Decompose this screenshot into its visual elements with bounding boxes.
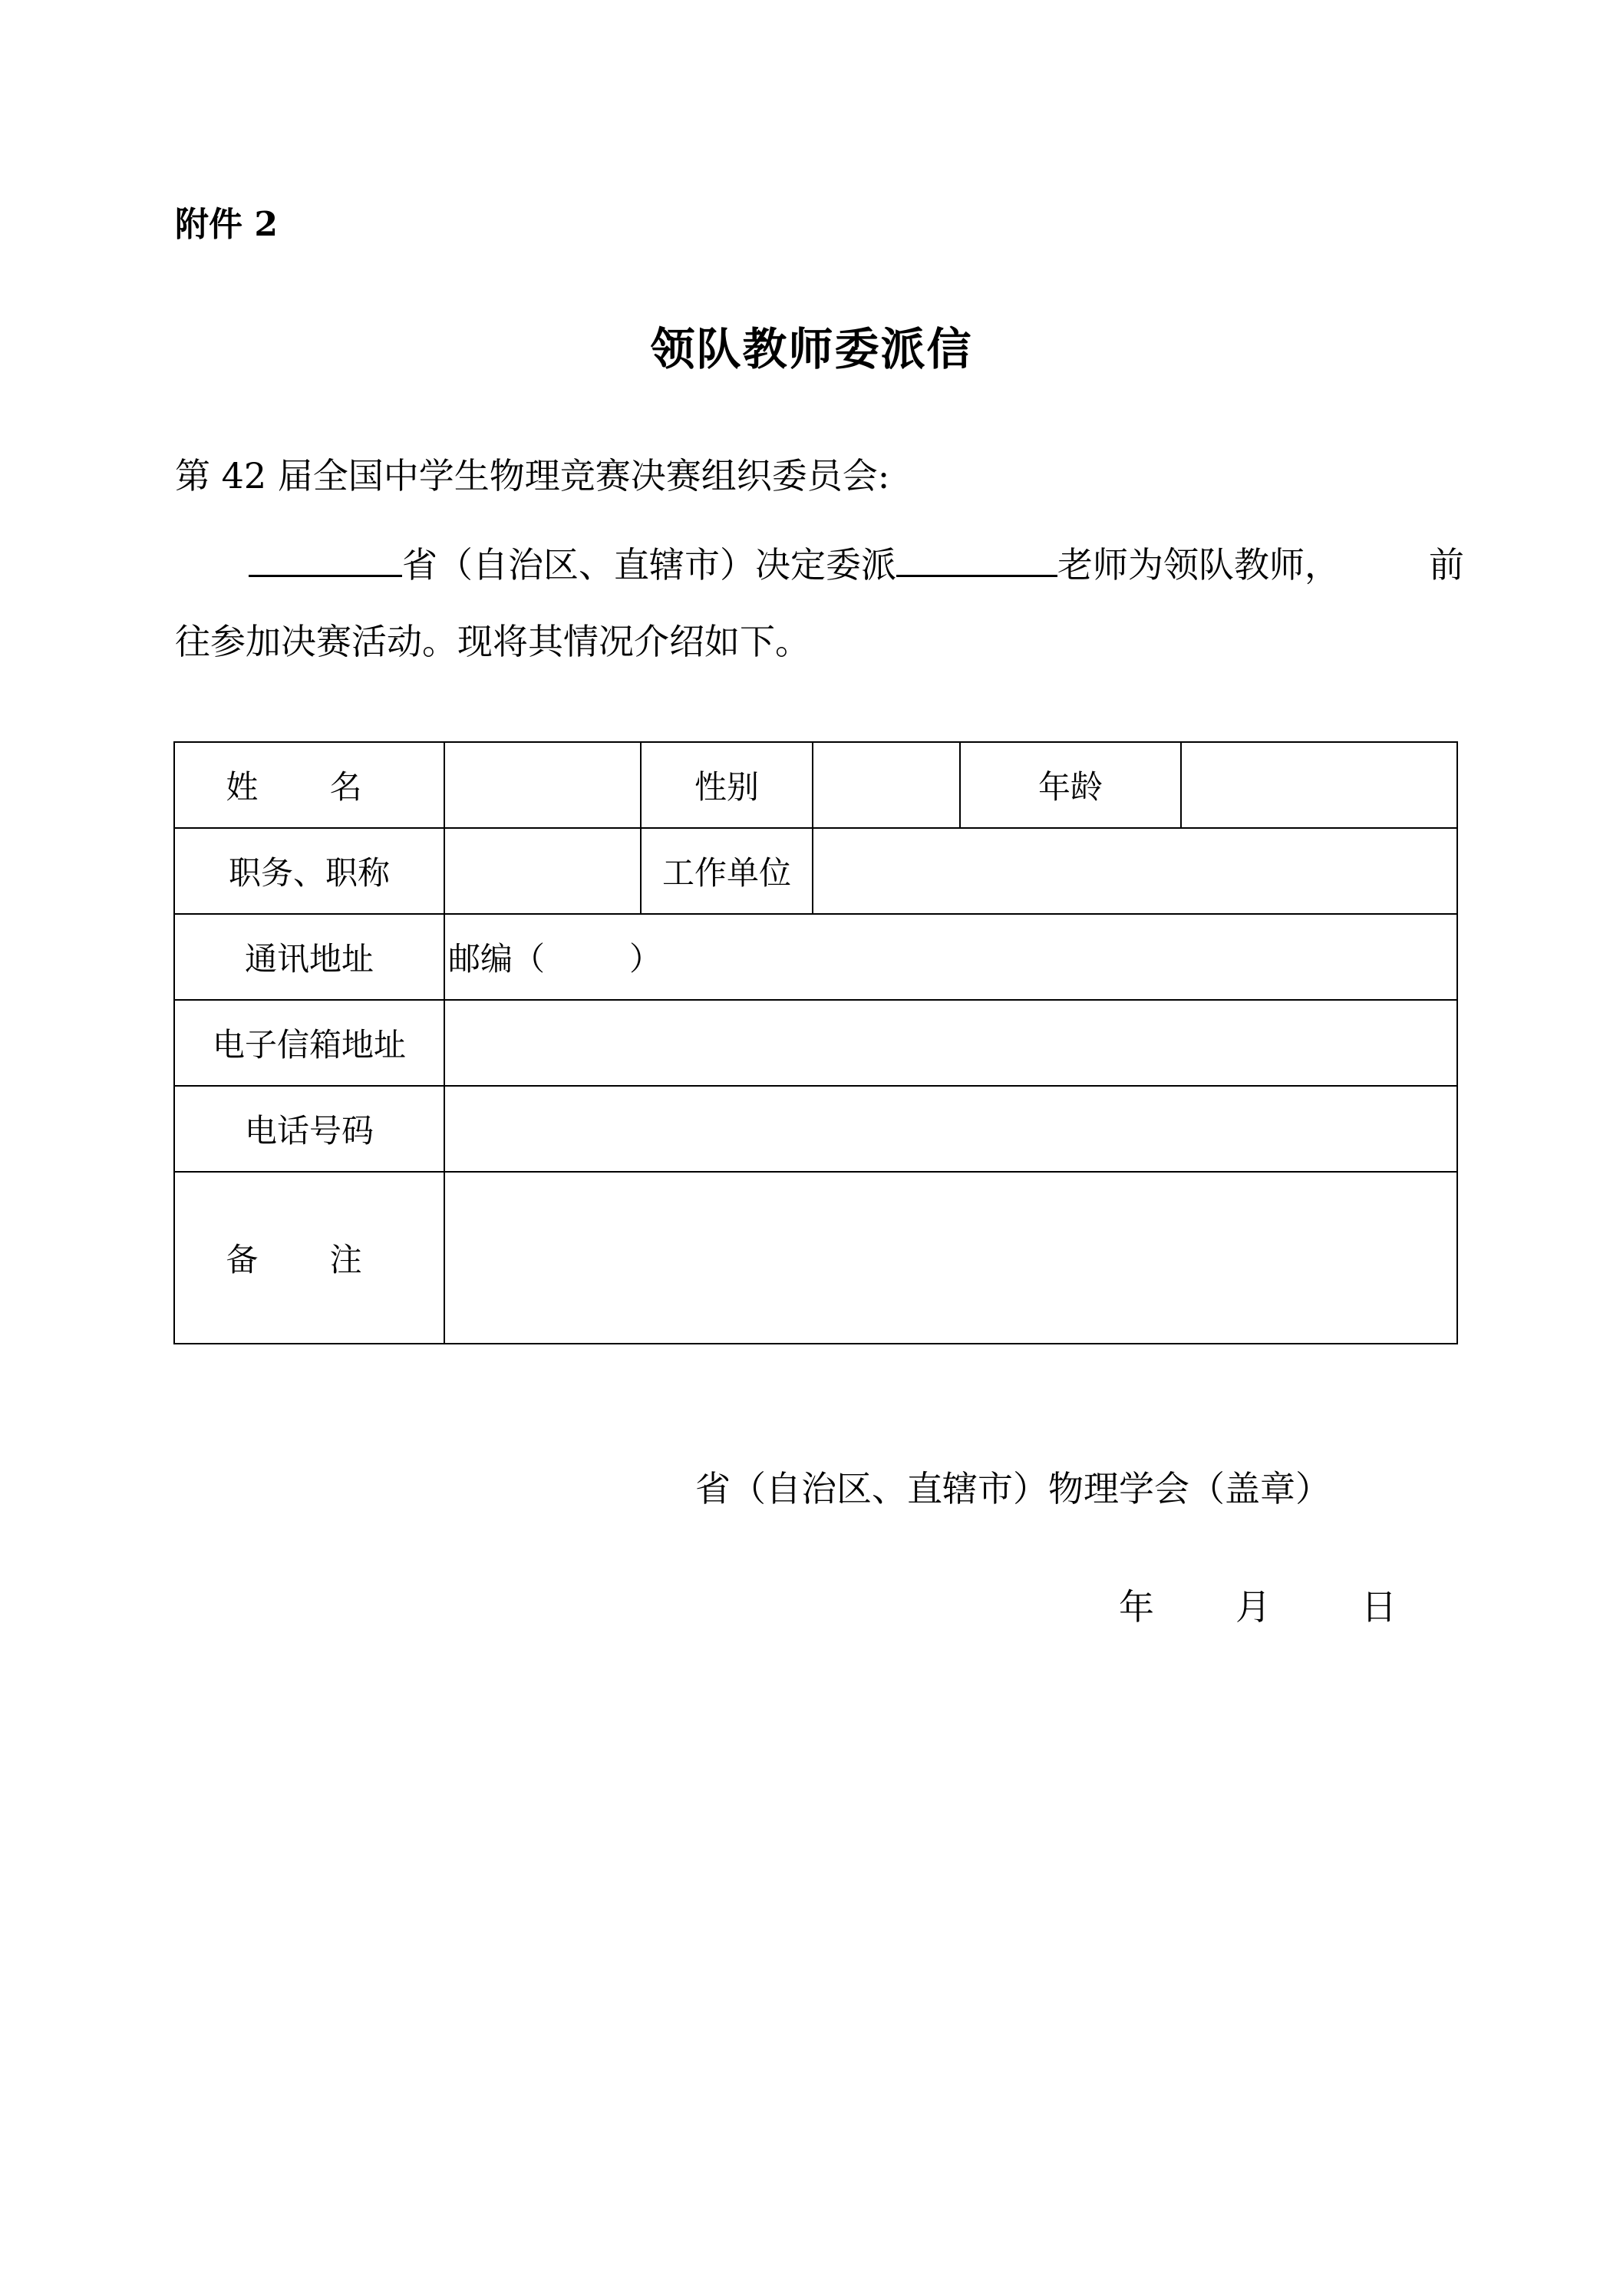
position-label: 职务、职称 xyxy=(174,828,444,914)
month-label: 月 xyxy=(1235,1586,1271,1628)
letter-body-line1 xyxy=(175,537,1464,588)
workplace-cell[interactable] xyxy=(813,828,1457,914)
letter-body-line2: 往参加决赛活动。现将其情况介绍如下。 xyxy=(175,621,810,662)
table-row xyxy=(174,828,1457,914)
addressee: 第 42 届全国中学生物理竞赛决赛组织委员会: xyxy=(175,455,890,496)
date-line xyxy=(1119,1579,1397,1630)
year-label: 年 xyxy=(1119,1586,1154,1628)
line1-text-a: 省（自治区、直辖市）决定委派 xyxy=(402,544,896,586)
position-cell[interactable] xyxy=(444,828,641,914)
workplace-label: 工作单位 xyxy=(641,828,813,914)
province-blank[interactable] xyxy=(249,543,402,577)
line1-text-c: 前 xyxy=(1429,544,1464,586)
day-label: 日 xyxy=(1361,1586,1397,1628)
name-label: 姓 名 xyxy=(174,742,444,828)
table-row xyxy=(174,1086,1457,1172)
attachment-label: 附件 2 xyxy=(175,205,278,244)
teacher-info-table xyxy=(173,741,1458,1344)
table-row xyxy=(174,742,1457,828)
seal-line: 省（自治区、直辖市）物理学会（盖章） xyxy=(695,1468,1331,1509)
table-row xyxy=(174,1000,1457,1086)
email-label: 电子信箱地址 xyxy=(174,1000,444,1086)
document-title: 领队教师委派信 xyxy=(650,323,973,375)
table-row xyxy=(174,914,1457,1000)
name-cell[interactable] xyxy=(444,742,641,828)
postcode-close: ） xyxy=(629,940,662,978)
remarks-cell[interactable] xyxy=(444,1172,1457,1344)
table-row xyxy=(174,1172,1457,1344)
phone-label: 电话号码 xyxy=(174,1086,444,1172)
remarks-label: 备 注 xyxy=(174,1172,444,1344)
address-cell[interactable] xyxy=(444,914,1457,1000)
teacher-name-blank[interactable] xyxy=(896,543,1057,577)
age-cell[interactable] xyxy=(1181,742,1457,828)
address-label: 通讯地址 xyxy=(174,914,444,1000)
gender-cell[interactable] xyxy=(813,742,960,828)
postcode-label: 邮编（ xyxy=(448,940,546,978)
age-label: 年龄 xyxy=(960,742,1181,828)
line1-text-b: 老师为领队教师， xyxy=(1057,544,1340,586)
gender-label: 性别 xyxy=(641,742,813,828)
email-cell[interactable] xyxy=(444,1000,1457,1086)
phone-cell[interactable] xyxy=(444,1086,1457,1172)
